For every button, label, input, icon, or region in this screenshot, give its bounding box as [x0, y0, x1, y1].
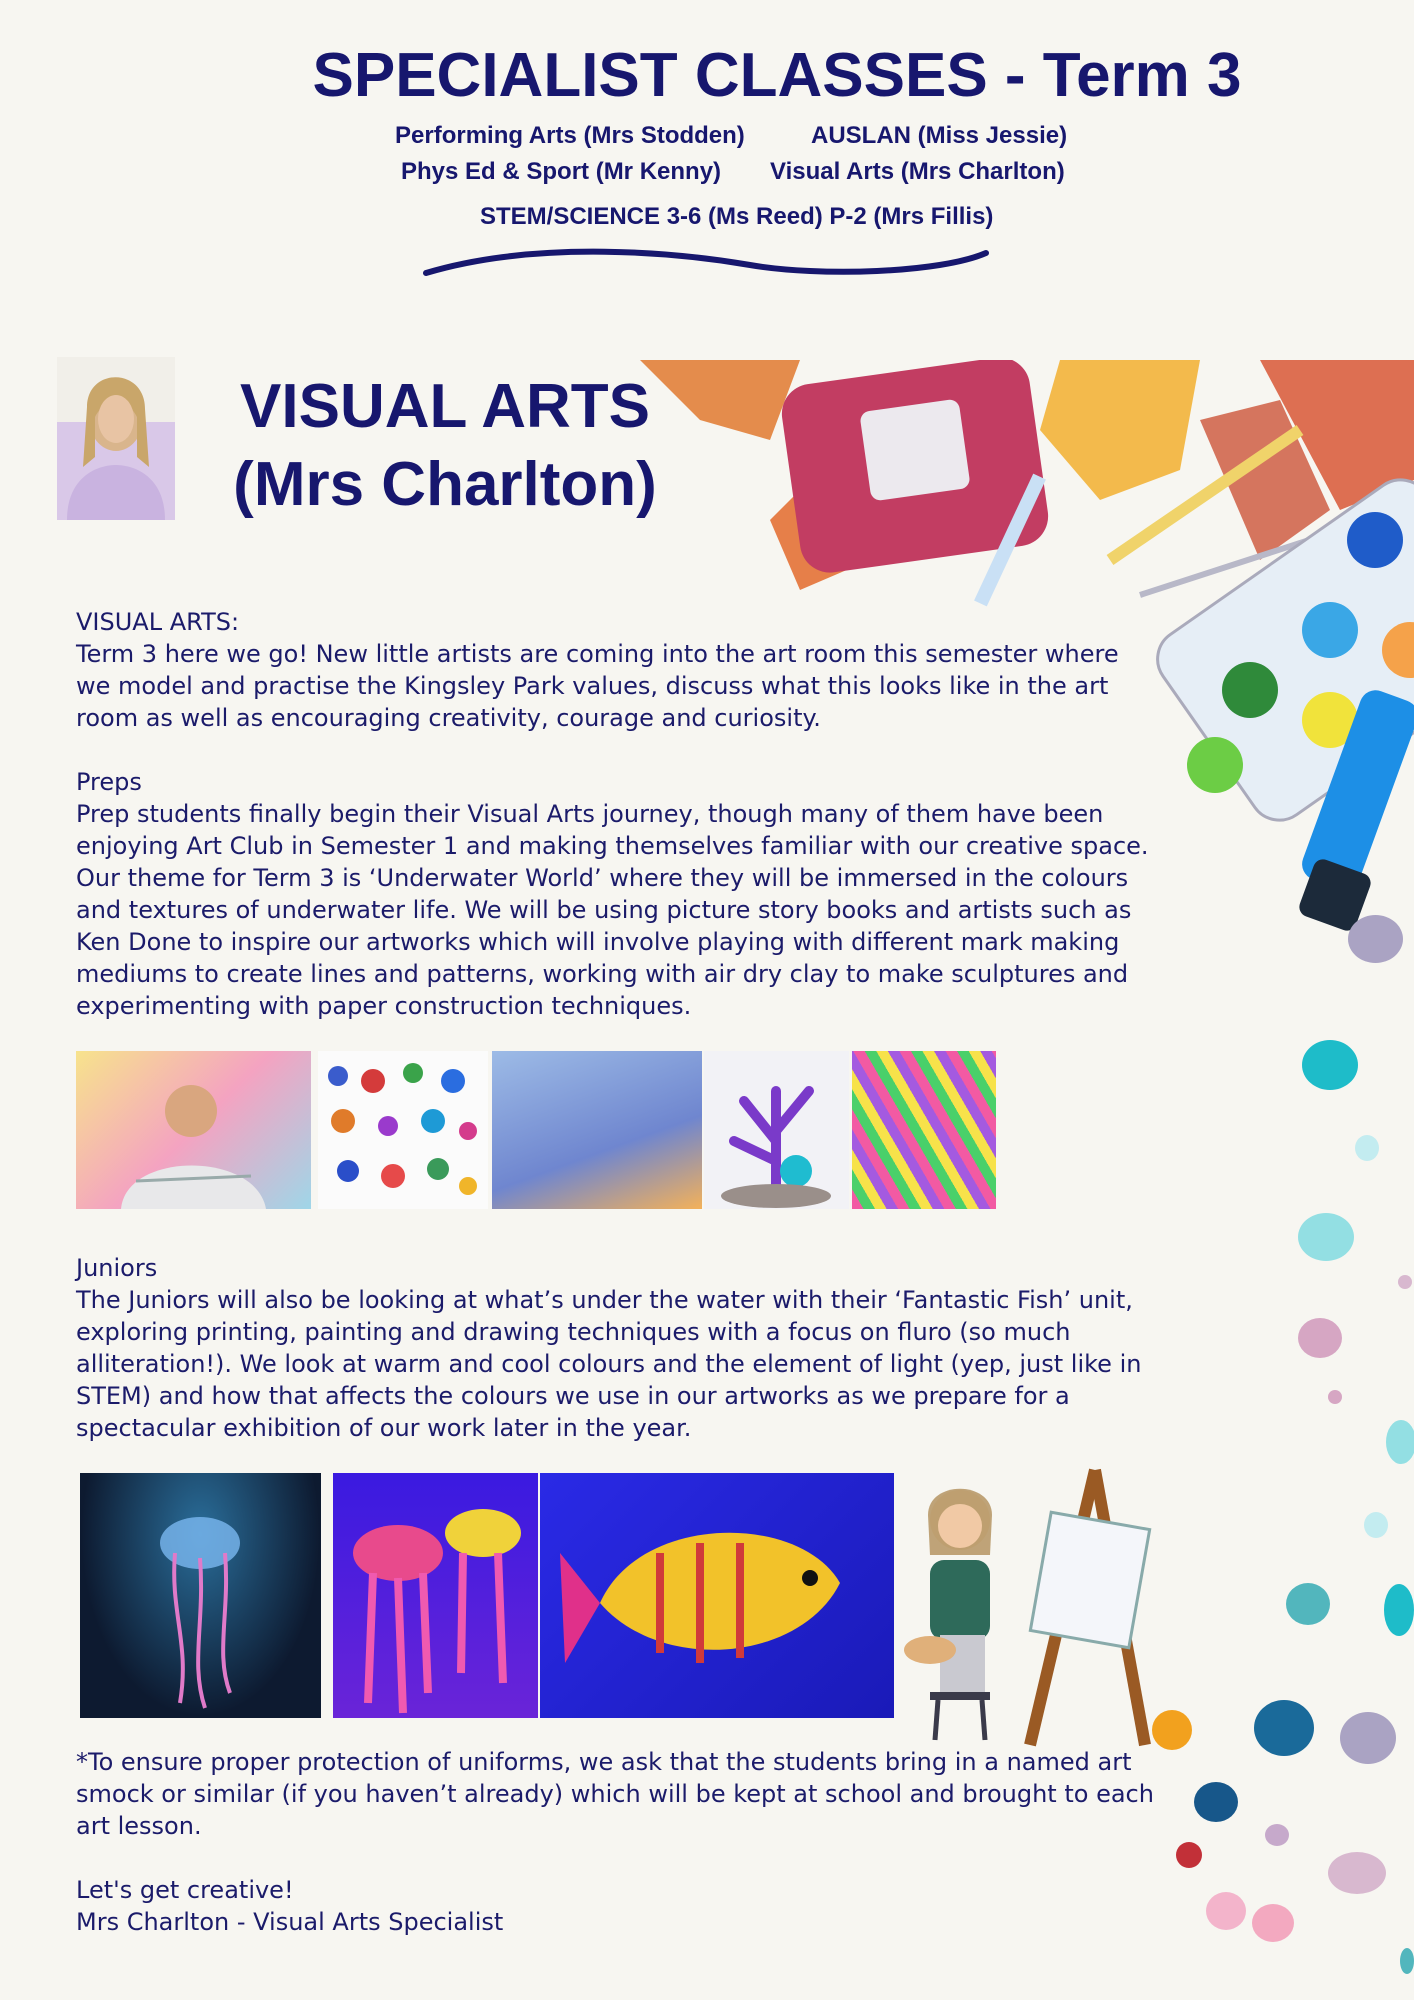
jellyfish-photo	[80, 1473, 321, 1718]
section-heading-line2: (Mrs Charlton)	[233, 450, 657, 519]
intro-text: Term 3 here we go! New little artists are coming into the art room this semester where we model and practise the Kingsley Park values, discuss what this looks like in the art room as well as encouraging creativity, courage and curiosity.	[76, 640, 1119, 732]
section-heading	[220, 368, 670, 524]
intro-label: VISUAL ARTS:	[76, 608, 240, 636]
mark-making-chart-photo	[318, 1051, 488, 1209]
smock-note: *To ensure proper protection of uniforms, we ask that the students bring in a named art smock or similar (if you haven’t already) which will be kept at school and brought to each art lesson.	[76, 1748, 1154, 1840]
teacher-stem: STEM/SCIENCE 3-6 (Ms Reed) P-2 (Mrs Fillis)	[480, 203, 994, 230]
juniors-section	[76, 1252, 1156, 1444]
teacher-performing-arts: Performing Arts (Mrs Stodden)	[395, 122, 745, 149]
preps-label: Preps	[76, 768, 142, 796]
preps-paragraph-1: Prep students finally begin their Visual Arts journey, though many of them have been enjoying Art Club in Semester 1 and making themselves familiar with our creative space.	[76, 800, 1149, 860]
juniors-label: Juniors	[76, 1254, 158, 1282]
teacher-visual-arts: Visual Arts (Mrs Charlton)	[770, 158, 1065, 185]
signoff-line-2: Mrs Charlton - Visual Arts Specialist	[76, 1908, 504, 1936]
teacher-phys-ed: Phys Ed & Sport (Mr Kenny)	[401, 158, 722, 185]
fluro-fish-artwork-photo	[540, 1473, 894, 1718]
clay-coral-sculpture-photo	[704, 1051, 849, 1209]
teacher-portrait	[57, 357, 175, 520]
underwater-painting-photo	[492, 1051, 702, 1209]
section-heading-line1: VISUAL ARTS	[240, 372, 650, 441]
fluro-jellyfish-artwork-photo	[333, 1473, 538, 1718]
juniors-text: The Juniors will also be looking at what’s under the water with their ‘Fantastic Fish’ unit, exploring printing, painting and drawing techniques with a focus on fluro (so much alliteration!). We look at warm and cool colours and the element of light (yep, just like in STEM) and how that affects the colours we use in our artworks as we prepare for a spectacular exhibition of our work later in the year.	[76, 1286, 1142, 1442]
ken-done-photo	[76, 1051, 311, 1209]
intro-section	[76, 606, 1156, 1022]
page-title: SPECIALIST CLASSES - Term 3	[312, 41, 1242, 110]
preps-image-strip	[76, 1051, 996, 1209]
signoff-line-1: Let's get creative!	[76, 1876, 294, 1904]
closing-section	[76, 1746, 1156, 1938]
oil-pastel-lines-photo	[852, 1051, 996, 1209]
teacher-auslan: AUSLAN (Miss Jessie)	[811, 122, 1068, 149]
teacher-easel-cartoon	[900, 1460, 1170, 1760]
preps-paragraph-2: Our theme for Term 3 is ‘Underwater World’ where they will be immersed in the colours and textures of underwater life. We will be using picture story books and artists such as Ken Done to inspire our artworks which will involve playing with different mark making mediums to create lines and patterns, working with air dry clay to make sculptures and experimenting with paper construction techniques.	[76, 864, 1132, 1020]
header-swoosh	[420, 245, 990, 285]
